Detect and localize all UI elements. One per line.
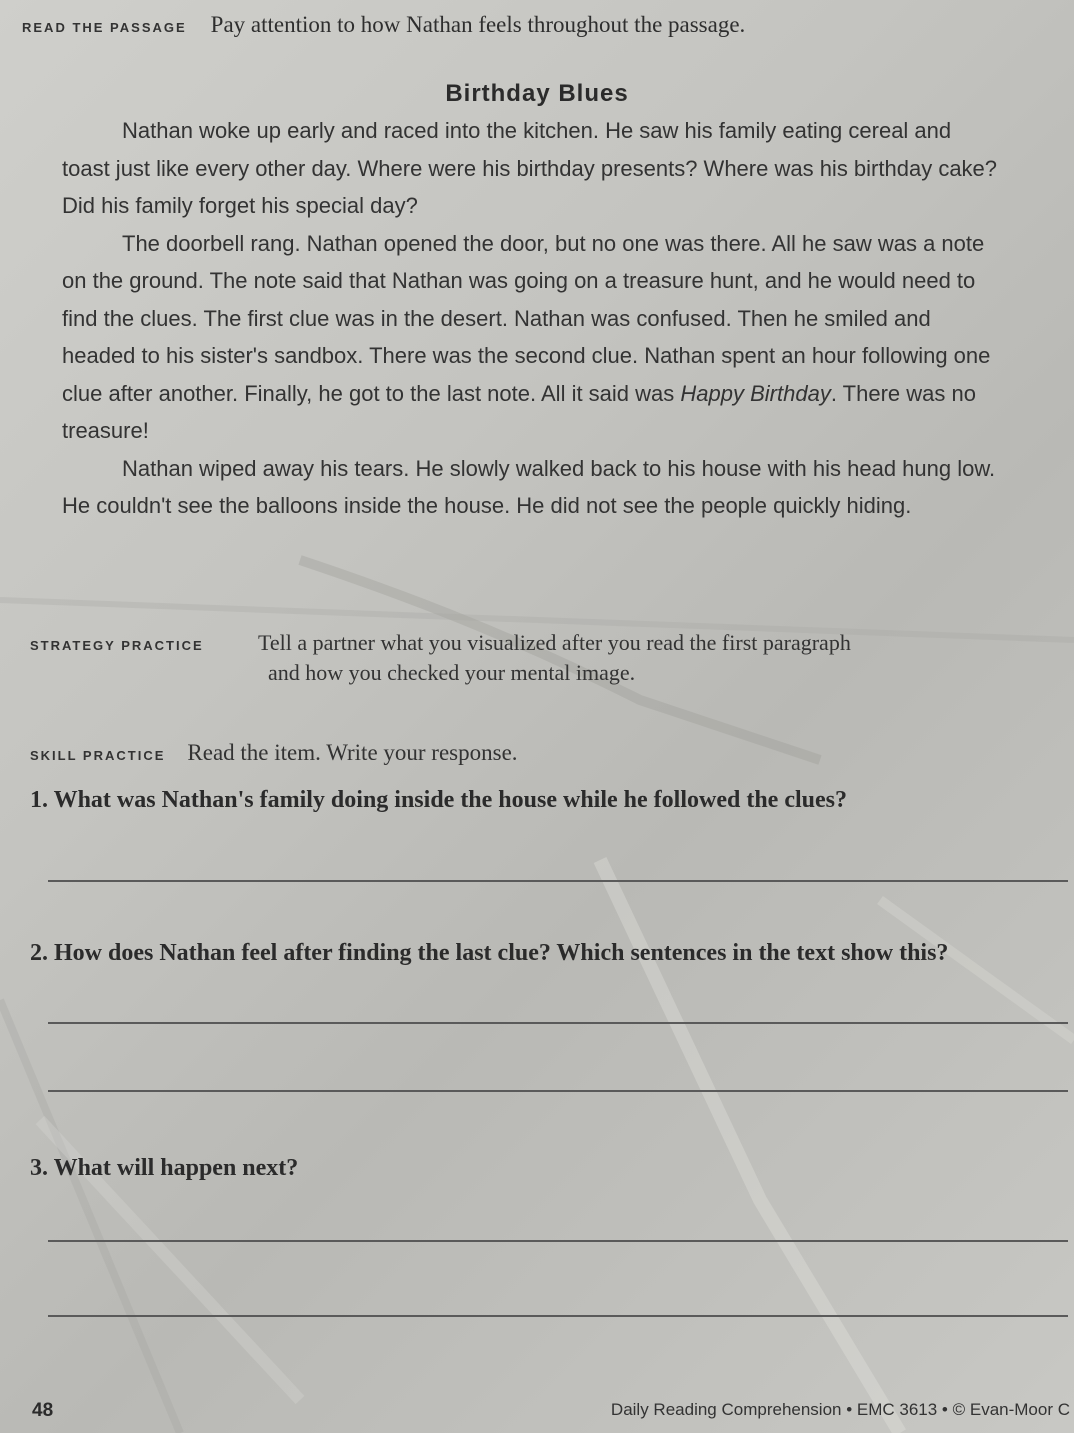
answer-line-2a[interactable] xyxy=(48,1022,1068,1024)
page-number: 48 xyxy=(32,1400,54,1421)
read-passage-instruction: Pay attention to how Nathan feels throughout the passage. xyxy=(210,12,746,37)
passage-paragraph-3: Nathan wiped away his tears. He slowly walked back to his house with his head hung low. He couldn't see the balloons inside the house. He did not see the people quickly hiding. xyxy=(62,455,996,518)
passage-paragraph-2-text: The doorbell rang. Nathan opened the door, but no one was there. All he saw was a note on the ground. The note said that Nathan was going on a treasure hunt, and he would need to find the clues. The first clue was in the desert. Nathan was confused. Then he smiled and headed to his sister's sandbox. There was the second clue. Nathan spent an hour following one clue after another. Finally, he got to the last note. All it said was xyxy=(62,230,991,406)
question-2: 2. How does Nathan feel after finding the last clue? Which sentences in the text show this? xyxy=(30,940,949,966)
skill-practice-label: SKILL PRACTICE xyxy=(30,748,166,763)
strategy-practice xyxy=(30,628,1070,688)
answer-line-3a[interactable] xyxy=(48,1240,1068,1242)
read-passage-header xyxy=(22,12,745,38)
answer-line-1[interactable] xyxy=(48,880,1068,882)
passage-paragraph-1: Nathan woke up early and raced into the kitchen. He saw his family eating cereal and toast just like every other day. Where were his birthday presents? Where was his birthday cake? Did his family forget his special day? xyxy=(62,118,998,218)
footer-credit: Daily Reading Comprehension • EMC 3613 • © Evan-Moor C xyxy=(610,1400,1070,1419)
answer-line-2b[interactable] xyxy=(48,1090,1068,1092)
skill-practice-text: Read the item. Write your response. xyxy=(187,740,518,765)
passage-paragraph-2-end: . There was no treasure! xyxy=(62,380,976,443)
answer-line-3b[interactable] xyxy=(48,1315,1068,1317)
passage-title: Birthday Blues xyxy=(445,80,629,107)
read-passage-label: READ THE PASSAGE xyxy=(22,20,187,35)
question-1: 1. What was Nathan's family doing inside the house while he followed the clues? xyxy=(30,787,847,813)
skill-practice xyxy=(30,740,518,766)
strategy-practice-text-line2: and how you checked your mental image. xyxy=(268,660,636,685)
strategy-practice-text-line1: Tell a partner what you visualized after you read the first paragraph xyxy=(258,630,851,655)
passage-paragraph-2 xyxy=(62,225,1002,450)
passage-body xyxy=(62,112,1002,525)
strategy-practice-label: STRATEGY PRACTICE xyxy=(30,638,204,653)
question-3: 3. What will happen next? xyxy=(30,1155,299,1181)
passage-paragraph-2-italic: Happy Birthday xyxy=(680,380,831,406)
